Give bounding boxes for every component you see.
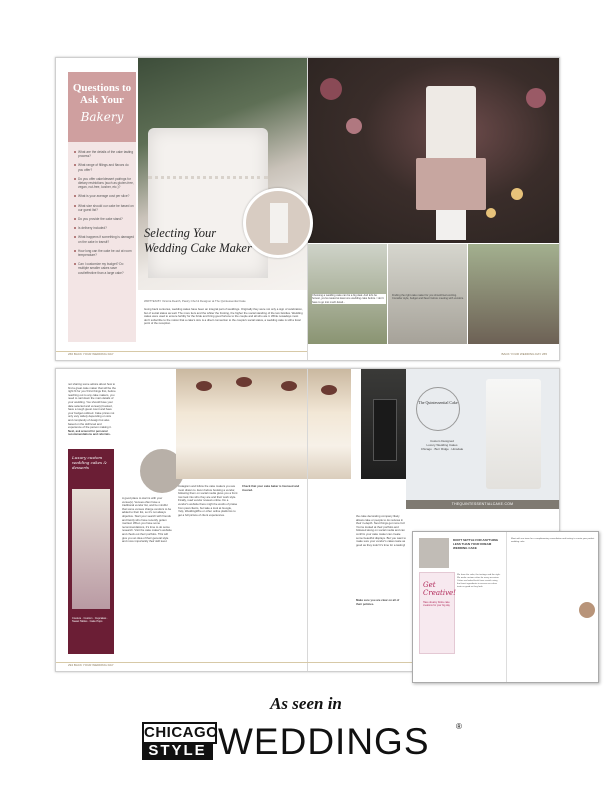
mini-headline: DON'T SETTLE FOR ANYTHING LESS THAN YOUR DREAM WEDDING CAKE — [453, 538, 499, 550]
column-1-highlight: Next, ask around for personal recommendations and referrals. — [68, 428, 111, 437]
page-footer-left: 266 BACK YOUR WEDDING DAY — [68, 352, 114, 356]
question-item: Can I customize my budget? Do multiple smaller cakes save cost/effective than a large cake? — [74, 262, 134, 275]
questions-title: Questions to Ask Your — [72, 82, 132, 106]
column-3b — [242, 485, 302, 492]
magazine-spread-top — [55, 57, 560, 361]
column-4b — [356, 599, 406, 606]
article-intro: Going back centuries, wedding cakes have been an integral part of weddings. Originally they were not only a sign of celebration, but of social status as well. The more tiers and the whiter the frosting, the higher the social standing of the two families. Wedding cakes were used to ensure fertility for the bride and bring good fortune to the couple and all who ate it. While nowadays most don't subscribe to the notion that a cake's size is a direct connection to the couple's social status, a wedding cake is still a focal point of the reception. — [144, 307, 303, 326]
questions-sidebar — [68, 72, 136, 342]
page-footer-left: 294 BACK YOUR WEDDING DAY — [68, 663, 114, 667]
right-page-text-a: Choosing a wedding cake can be a big deal. And let's be honest, you've tasted at least one wedding cake before. I don't have to go into much detail... — [312, 294, 386, 304]
candle-glow — [486, 208, 496, 218]
logo-weddings: WEDDINGS — [218, 721, 430, 762]
chandelier-decor — [321, 385, 337, 395]
mini-pink-sub: Have dreamy Dolce cake creations for your big day — [423, 601, 450, 607]
column-4: the cake decorating company likely allows cake or people to do reviews in their in-depth. Next things get more fun! You've looked at their portfolio and followed along on social media and can confirm your cake maker can create some beautiful displays. But you want to make sure your vendor's cakes taste as good as they look! It's time for a tasting! — [356, 514, 406, 547]
column-1-text: not sharing some advice about how to find a great cake maker that will be the right fit for you! First things first, before reaching out to any cake makers, you need to nail down the main details of your wedding. You should have your date selected and venue(s) booked, have a rough guest count and have your budget outlined. Cake prices not only vary widely depending on size and complexity of design but also based on the skill level and experience of the person making it. — [68, 382, 116, 430]
question-item: What range of fillings and flavors do you offer? — [74, 163, 134, 171]
question-item: Do you provide the cake stand? — [74, 217, 134, 221]
circle-cake-photo — [243, 188, 313, 258]
pearl-border — [148, 176, 268, 183]
questions-header — [68, 72, 136, 142]
registered-mark: ® — [456, 722, 462, 731]
pink-cake-tier — [416, 158, 486, 210]
questions-list — [74, 150, 134, 280]
mini-magazine — [412, 531, 599, 683]
logo-chicago: CHICAGO — [142, 722, 217, 744]
ad-cake-photo — [486, 379, 541, 489]
question-item: How long can the cake be out at room temperature? — [74, 249, 134, 257]
title-line-2: Wedding Cake Maker — [144, 241, 252, 255]
cake-stand — [436, 210, 466, 240]
question-item: What size should our cake be based on our guest list? — [74, 204, 134, 212]
ad-url: THEQUINTESSENTIALCAKE.COM — [406, 500, 559, 509]
mini-body-2: Meet with our team for a complimentary consultation and tasting to create your perfect wedding cake. — [511, 538, 595, 543]
ad-line-2: Luxury Wedding Cakes — [426, 443, 458, 447]
column-1 — [68, 383, 116, 437]
ad-text — [412, 439, 472, 451]
ad-logo: The Quintessential Cake — [416, 387, 460, 431]
dark-cake-photo — [361, 369, 406, 479]
chandelier-decor — [281, 381, 297, 391]
ad-line-1: Custom Designed — [430, 439, 454, 443]
column-3-highlight: Check that your cake baker is licensed and insured. — [242, 484, 300, 492]
promo-photo — [72, 489, 110, 609]
chandelier-decor — [196, 381, 212, 391]
mini-cake-photo — [419, 538, 449, 568]
title-line-1: Selecting Your — [144, 226, 217, 240]
flower-decor — [320, 78, 342, 100]
page-footer-right: BACK YOUR WEDDING DAY 265 — [501, 352, 547, 356]
small-cake — [270, 203, 288, 243]
column-4-highlight: Make sure you are clear on all of their policies. — [356, 598, 400, 606]
column-2-lower: A good place to start is with your venue(s). Venues often have a traditional vendor list, and be mindful that some venues charge vendors to be added to their list, so it's not always objective. Start your search with friends and family who have recently gotten married. When you have some recommendations, it's time to do some research. Visit the cake maker's website and check out their portfolio. This will give you an idea of their general style and more importantly their skill level. — [122, 496, 172, 544]
chicago-style-weddings-logo — [142, 720, 472, 765]
right-page-text-b: Finding the right cake maker for you should feel exciting. Consider style, budget and flavor before meeting with vendors. — [392, 294, 464, 301]
author-photo — [579, 602, 595, 618]
mini-pink-title: Get Creative! — [423, 581, 456, 597]
candle-glow — [511, 188, 523, 200]
mini-left-page — [413, 532, 505, 682]
questions-script: Bakery — [80, 110, 124, 124]
chandelier-decor — [236, 377, 252, 387]
mini-pink-ad — [419, 572, 455, 654]
page-fold — [307, 369, 308, 671]
mini-right-page — [506, 532, 599, 682]
quintessential-cake-ad — [406, 369, 559, 509]
logo-style: STYLE — [142, 742, 213, 760]
dark-cake — [373, 399, 397, 461]
question-item: Is delivery included? — [74, 226, 134, 230]
promo-ad — [68, 449, 114, 654]
mini-body: We have the cake, the tastings and the style. We make custom cakes for every occasion. Cakes are baked fresh from scratch using the finest ingredients to ensure our cakes taste as good as they look. — [457, 574, 501, 588]
question-item: What is your average cost per slice? — [74, 194, 134, 198]
ad-line-3: Chicago · Burr Ridge · Hinsdale — [420, 447, 464, 451]
question-item: What are the details of the cake tasting process? — [74, 150, 134, 158]
question-item: Do you offer cake/dessert pairings for dietary restrictions (such as gluten-free, vegan, nut-free, kosher, etc.)? — [74, 177, 134, 190]
promo-subtext: Couture · Custom · Cupcakes · Sweet Tables · Cake Pops — [72, 617, 108, 624]
byline: WRITTEN BY Victoria Dearth, Pastry Chef & Designer at The Quintessential Cake — [144, 299, 246, 303]
column-3: Instagram and follow the cake makers you are most drawn to. Even before booking a vendor, following them on social media gives you a front row look into who they are and their work style. Finally, read vendor reviews online. Do a vendor's website there might be words of praise from past clients, but take a look at Google, Yelp, WeddingWire or other online platforms to get a full picture of client experiences. — [178, 484, 238, 517]
promo-headline: Luxury custom wedding cakes & desserts — [72, 455, 107, 470]
garden-cake-photo — [468, 244, 559, 344]
question-item: What happens if something is damaged on the cake in transit? — [74, 235, 134, 243]
as-seen-in-label: As seen in — [270, 694, 342, 713]
flower-decor — [346, 118, 362, 134]
flower-decor — [526, 88, 546, 108]
